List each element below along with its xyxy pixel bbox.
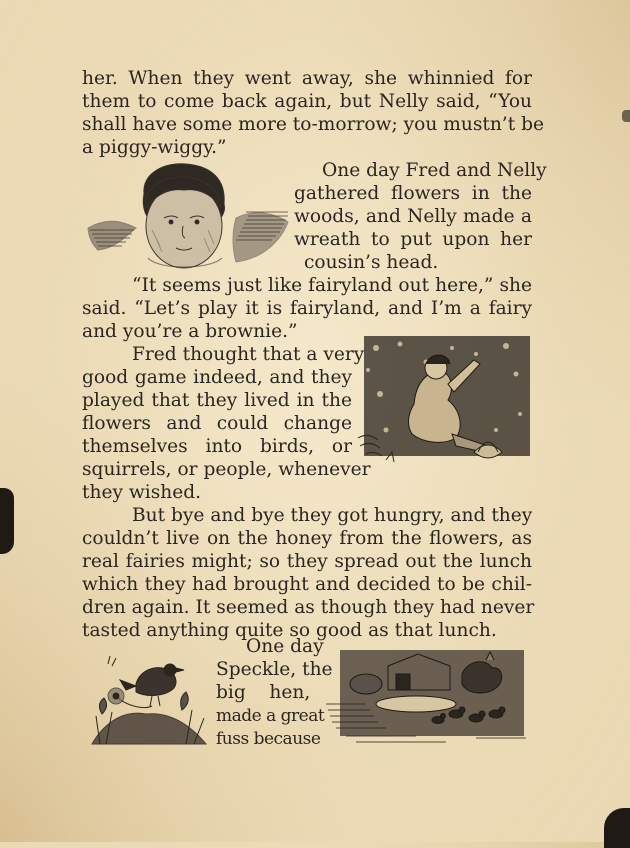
text-line: woods, and Nelly made a	[294, 206, 532, 227]
text-line: themselves into birds, or	[82, 436, 352, 457]
text-line: them to come back again, but Nelly said, “You	[82, 91, 532, 112]
page-edge-mark	[622, 110, 630, 122]
girl-in-flowers-illustration	[356, 334, 532, 474]
text-line: tasted anything quite so good as that lunch.	[82, 620, 497, 641]
text-line: One day Fred and Nelly	[322, 160, 547, 181]
text-line: real fairies might; so they spread out the lunch	[82, 551, 532, 572]
text-line: made a great	[216, 706, 325, 726]
boy-portrait-illustration	[86, 158, 290, 274]
text-line: squirrels, or people, whenever	[82, 459, 371, 480]
text-line: But bye and bye they got hungry, and they	[132, 505, 533, 526]
bird-on-flowers-illustration	[86, 640, 212, 748]
text-line: big hen,	[216, 682, 311, 703]
page-corner-wear	[604, 808, 630, 848]
text-line: a piggy-wiggy.”	[82, 137, 227, 158]
text-line: dren again. It seemed as though they had never	[82, 597, 535, 618]
text-line: wreath to put upon her	[294, 229, 532, 250]
text-line: Fred thought that a very	[132, 344, 365, 365]
farmyard-hens-illustration	[326, 644, 532, 748]
text-line: One day	[246, 636, 324, 657]
text-line: flowers and could change	[82, 413, 352, 434]
text-line: gathered flowers in the	[294, 183, 532, 204]
page-tear-mark	[0, 488, 14, 554]
text-line: they wished.	[82, 482, 202, 503]
text-line: Speckle, the	[216, 659, 333, 680]
text-line: her. When they went away, she whinnied for	[82, 68, 532, 89]
text-line: cousin’s head.	[304, 252, 439, 273]
text-line: good game indeed, and they	[82, 367, 352, 388]
text-line: which they had brought and decided to be chil-	[82, 574, 532, 595]
text-line: said. “Let’s play it is fairyland, and I’m a fairy	[82, 298, 532, 319]
text-line: and you’re a brownie.”	[82, 321, 298, 342]
text-line: “It seems just like fairyland out here,” she	[132, 275, 532, 296]
text-line: shall have some more to-morrow; you mustn’t be	[82, 114, 545, 135]
text-line: couldn’t live on the honey from the flowers, as	[82, 528, 532, 549]
text-line: fuss because	[216, 729, 321, 749]
text-line: played that they lived in the	[82, 390, 352, 411]
